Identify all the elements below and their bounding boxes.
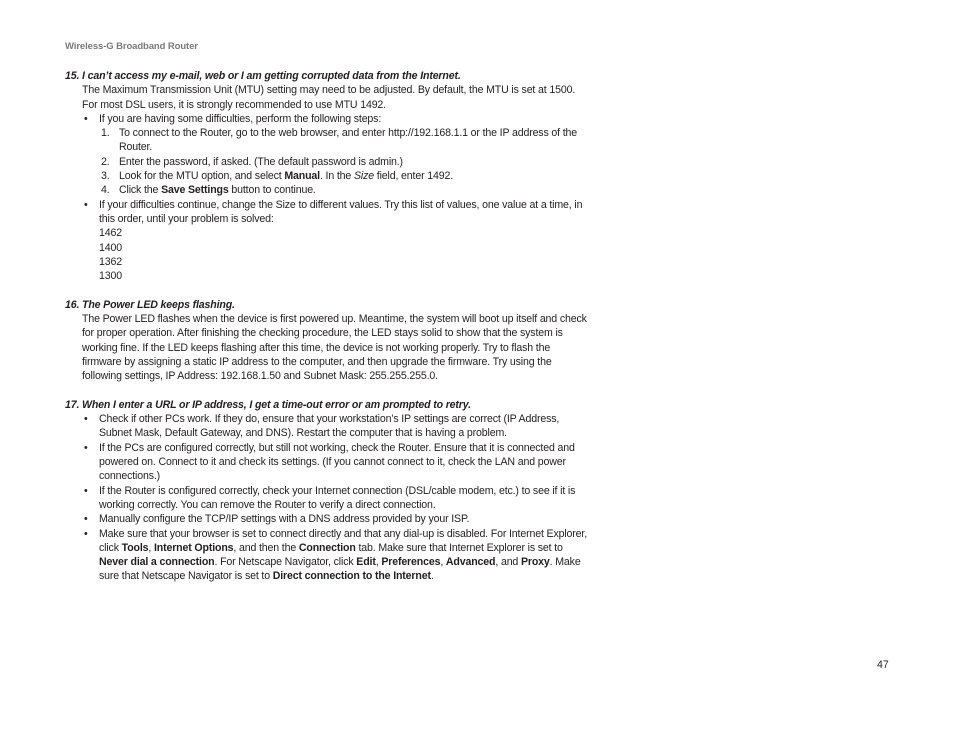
- bullet-icon: •: [84, 198, 88, 211]
- step-item: 4. Click the Save Settings button to continue.: [101, 184, 316, 197]
- step-item: 1. To connect to the Router, go to the web browser, and enter http://192.168.1.1 or the IP address of the Router.: [101, 127, 578, 154]
- question-15-bullets: [65, 112, 590, 284]
- question-17-title: 17. When I enter a URL or IP address, I get a time-out error or am prompted to retry.: [65, 398, 471, 411]
- question-15-intro: The Maximum Transmission Unit (MTU) setting may need to be adjusted. By default, the MTU is set at 1500. For most DSL users, it is strongly recommended to use MTU 1492.: [82, 84, 576, 111]
- bullet-icon: •: [84, 441, 88, 454]
- bullet-icon: •: [84, 484, 88, 497]
- spacer: [65, 384, 590, 398]
- mtu-values: [99, 226, 590, 283]
- mtu-value: 1400: [99, 241, 122, 254]
- page-content: [65, 69, 590, 584]
- list-item: • If you are having some difficulties, perform the following steps: 1. To connect to the Router, go to the web browser, and enter http://192.168.1.1 or the IP address of the Router. 2. Enter the password, if asked. (The default password is admin.) 3. Look for the MTU option, and select Manual. In the Size field, enter 1492. 4. Click the Save Settings button to continue.: [82, 112, 590, 198]
- spacer: [65, 283, 590, 297]
- list-item: • If the Router is configured correctly, check your Internet connection (DSL/cable modem, etc.) to see if it is working correctly. You can remove the Router to verify a direct connection.: [84, 484, 576, 511]
- page-number: 47: [877, 659, 889, 671]
- question-16-body: The Power LED flashes when the device is first powered up. Meantime, the system will boot up itself and check for proper operation. After finishing the checking procedure, the LED stays solid to show that the system is working fine. If the LED keeps flashing after this time, the device is not working properly. Try to flash the firmware by assigning a static IP address to the computer, and then upgrade the firmware. Try using the following settings, IP Address: 192.168.1.50 and Subnet Mask: 255.255.255.0.: [82, 313, 587, 383]
- list-item: • Check if other PCs work. If they do, ensure that your workstation’s IP settings are correct (IP Address, Subnet Mask, Default Gateway, and DNS). Restart the computer that is having a problem.: [84, 413, 560, 440]
- list-item: • If your difficulties continue, change the Size to different values. Try this list of values, one value at a time, in this order, until your problem is solved: 1462 1400 1362 1300: [82, 198, 590, 284]
- bullet-icon: •: [84, 527, 88, 540]
- question-17-bullets: [65, 412, 590, 584]
- question-15-title: 15. I can’t access my e-mail, web or I am getting corrupted data from the Internet.: [65, 70, 461, 82]
- list-item: • If the PCs are configured correctly, but still not working, check the Router. Ensure that it is connected and powered on. Connect to it and check its settings. (If you cannot connect to it, check the LAN and power connections.): [84, 441, 575, 483]
- step-item: 3. Look for the MTU option, and select Manual. In the Size field, enter 1492.: [101, 170, 453, 183]
- list-item: • Make sure that your browser is set to connect directly and that any dial-up is disabled. For Internet Explorer, click Tools, Internet Options, and then the Connection tab. Make sure that Internet Explorer is set to Never dial a connection. For Netscape Navigator, click Edit, Preferences, Advanced, and Proxy. Make sure that Netscape Navigator is set to Direct connection to the Internet.: [84, 527, 587, 583]
- running-header: Wireless-G Broadband Router: [65, 41, 198, 52]
- mtu-steps: [99, 126, 590, 197]
- step-item: 2. Enter the password, if asked. (The default password is admin.): [101, 155, 403, 168]
- bullet-icon: •: [84, 112, 88, 125]
- mtu-value: 1462: [99, 227, 122, 240]
- question-16-title: 16. The Power LED keeps flashing.: [65, 298, 235, 311]
- bullet-icon: •: [84, 513, 88, 526]
- list-item: • Manually configure the TCP/IP settings with a DNS address provided by your ISP.: [84, 513, 470, 526]
- bullet-icon: •: [84, 413, 88, 426]
- mtu-value: 1362: [99, 255, 122, 268]
- mtu-value: 1300: [99, 270, 122, 283]
